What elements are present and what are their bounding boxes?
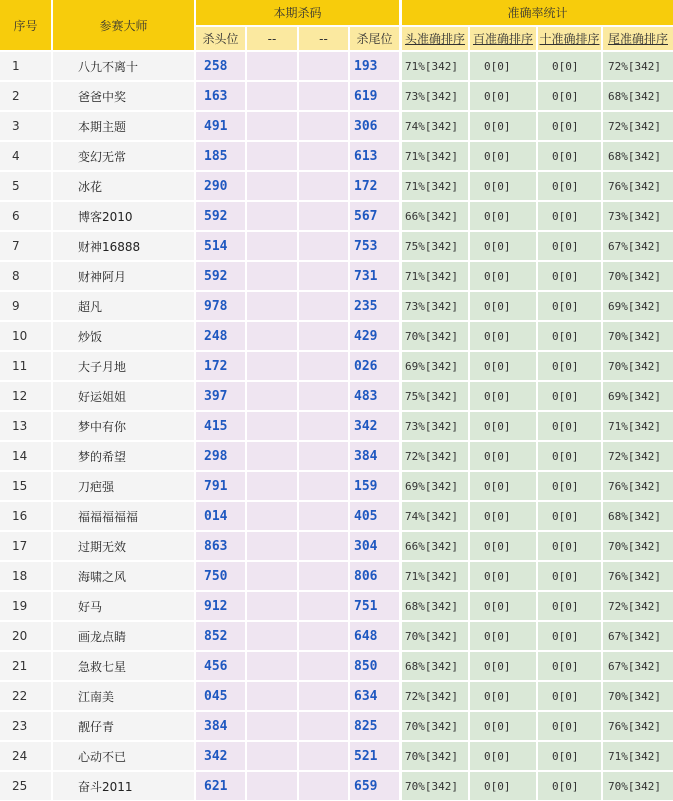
master-name: 大子月地: [53, 352, 194, 380]
kill-blank-cell: [247, 682, 297, 710]
ten-accuracy: 0[0]: [538, 262, 601, 290]
kill-head-code: 342: [196, 742, 245, 770]
kill-blank-cell: [247, 442, 297, 470]
kill-tail-code: 850: [350, 652, 399, 680]
row-index: 14: [0, 442, 51, 470]
tail-accuracy: 71%[342]: [603, 742, 673, 770]
hundred-accuracy: 0[0]: [470, 532, 536, 560]
kill-blank-cell: [247, 112, 297, 140]
tail-accuracy: 67%[342]: [603, 232, 673, 260]
kill-head-code: 514: [196, 232, 245, 260]
head-accuracy: 75%[342]: [402, 232, 468, 260]
head-accuracy: 69%[342]: [402, 352, 468, 380]
master-name: 超凡: [53, 292, 194, 320]
header-kill-head: 杀头位: [196, 27, 245, 50]
hundred-accuracy: 0[0]: [470, 652, 536, 680]
kill-tail-code: 619: [350, 82, 399, 110]
hundred-accuracy: 0[0]: [470, 352, 536, 380]
hundred-accuracy: 0[0]: [470, 172, 536, 200]
kill-blank-cell: [247, 532, 297, 560]
kill-head-code: 912: [196, 592, 245, 620]
row-index: 11: [0, 352, 51, 380]
row-index: 24: [0, 742, 51, 770]
ten-accuracy: 0[0]: [538, 232, 601, 260]
head-accuracy: 68%[342]: [402, 592, 468, 620]
head-accuracy: 73%[342]: [402, 412, 468, 440]
master-name: 心动不已: [53, 742, 194, 770]
row-index: 19: [0, 592, 51, 620]
row-index: 13: [0, 412, 51, 440]
ten-accuracy: 0[0]: [538, 82, 601, 110]
kill-blank-cell: [299, 202, 348, 230]
tail-accuracy: 68%[342]: [603, 142, 673, 170]
head-accuracy: 71%[342]: [402, 142, 468, 170]
kill-blank-cell: [299, 472, 348, 500]
row-index: 1: [0, 52, 51, 80]
kill-blank-cell: [247, 562, 297, 590]
tail-accuracy: 70%[342]: [603, 322, 673, 350]
kill-blank-cell: [299, 292, 348, 320]
ten-accuracy: 0[0]: [538, 682, 601, 710]
tail-accuracy: 72%[342]: [603, 442, 673, 470]
kill-tail-code: 751: [350, 592, 399, 620]
ten-accuracy: 0[0]: [538, 112, 601, 140]
kill-tail-code: 753: [350, 232, 399, 260]
head-accuracy: 72%[342]: [402, 682, 468, 710]
tail-accuracy: 71%[342]: [603, 412, 673, 440]
kill-head-code: 592: [196, 202, 245, 230]
tail-accuracy: 70%[342]: [603, 532, 673, 560]
tail-accuracy: 76%[342]: [603, 562, 673, 590]
kill-blank-cell: [299, 262, 348, 290]
head-accuracy: 70%[342]: [402, 742, 468, 770]
kill-blank-cell: [247, 52, 297, 80]
master-name: 变幻无常: [53, 142, 194, 170]
kill-tail-code: 648: [350, 622, 399, 650]
hundred-accuracy: 0[0]: [470, 142, 536, 170]
kill-head-code: 248: [196, 322, 245, 350]
master-name: 好运姐姐: [53, 382, 194, 410]
master-name: 财神阿月: [53, 262, 194, 290]
kill-tail-code: 521: [350, 742, 399, 770]
kill-tail-code: 806: [350, 562, 399, 590]
tail-accuracy: 67%[342]: [603, 622, 673, 650]
kill-blank-cell: [299, 142, 348, 170]
ten-accuracy: 0[0]: [538, 292, 601, 320]
header-kill-blank-b: --: [299, 27, 348, 50]
row-index: 9: [0, 292, 51, 320]
ten-accuracy: 0[0]: [538, 742, 601, 770]
kill-head-code: 298: [196, 442, 245, 470]
tail-accuracy: 72%[342]: [603, 592, 673, 620]
header-kill-group: 本期杀码: [196, 0, 399, 25]
head-accuracy: 68%[342]: [402, 652, 468, 680]
hundred-accuracy: 0[0]: [470, 592, 536, 620]
kill-blank-cell: [299, 742, 348, 770]
kill-tail-code: 825: [350, 712, 399, 740]
head-accuracy: 75%[342]: [402, 382, 468, 410]
master-name: 福福福福福: [53, 502, 194, 530]
kill-blank-cell: [299, 682, 348, 710]
kill-head-code: 185: [196, 142, 245, 170]
kill-head-code: 863: [196, 532, 245, 560]
ten-accuracy: 0[0]: [538, 652, 601, 680]
kill-tail-code: 731: [350, 262, 399, 290]
ten-accuracy: 0[0]: [538, 712, 601, 740]
head-accuracy: 69%[342]: [402, 472, 468, 500]
ten-accuracy: 0[0]: [538, 772, 601, 800]
head-accuracy: 66%[342]: [402, 202, 468, 230]
row-index: 17: [0, 532, 51, 560]
ten-accuracy: 0[0]: [538, 322, 601, 350]
kill-blank-cell: [299, 592, 348, 620]
kill-head-code: 290: [196, 172, 245, 200]
master-name: 爸爸中奖: [53, 82, 194, 110]
sort-head-accuracy-link[interactable]: 头准确排序: [402, 27, 468, 50]
kill-blank-cell: [299, 112, 348, 140]
master-name: 奋斗2011: [53, 772, 194, 800]
ten-accuracy: 0[0]: [538, 472, 601, 500]
header-stats-group: 准确率统计: [402, 0, 673, 25]
kill-tail-code: 172: [350, 172, 399, 200]
ten-accuracy: 0[0]: [538, 442, 601, 470]
tail-accuracy: 67%[342]: [603, 652, 673, 680]
head-accuracy: 71%[342]: [402, 562, 468, 590]
kill-head-code: 397: [196, 382, 245, 410]
master-name: 本期主题: [53, 112, 194, 140]
kill-blank-cell: [299, 412, 348, 440]
head-accuracy: 70%[342]: [402, 772, 468, 800]
hundred-accuracy: 0[0]: [470, 202, 536, 230]
master-name: 博客2010: [53, 202, 194, 230]
head-accuracy: 72%[342]: [402, 442, 468, 470]
tail-accuracy: 70%[342]: [603, 352, 673, 380]
tail-accuracy: 76%[342]: [603, 172, 673, 200]
kill-blank-cell: [247, 592, 297, 620]
ten-accuracy: 0[0]: [538, 622, 601, 650]
head-accuracy: 71%[342]: [402, 172, 468, 200]
sort-tail-accuracy-link[interactable]: 尾准确排序: [603, 27, 673, 50]
row-index: 8: [0, 262, 51, 290]
head-accuracy: 73%[342]: [402, 292, 468, 320]
kill-head-code: 163: [196, 82, 245, 110]
row-index: 20: [0, 622, 51, 650]
hundred-accuracy: 0[0]: [470, 382, 536, 410]
ten-accuracy: 0[0]: [538, 352, 601, 380]
hundred-accuracy: 0[0]: [470, 82, 536, 110]
head-accuracy: 70%[342]: [402, 622, 468, 650]
row-index: 4: [0, 142, 51, 170]
ten-accuracy: 0[0]: [538, 52, 601, 80]
master-name: 好马: [53, 592, 194, 620]
row-index: 15: [0, 472, 51, 500]
tail-accuracy: 72%[342]: [603, 112, 673, 140]
row-index: 25: [0, 772, 51, 800]
kill-blank-cell: [247, 262, 297, 290]
master-name: 炒饭: [53, 322, 194, 350]
kill-tail-code: 659: [350, 772, 399, 800]
row-index: 18: [0, 562, 51, 590]
master-name: 八九不离十: [53, 52, 194, 80]
kill-blank-cell: [299, 82, 348, 110]
kill-tail-code: 159: [350, 472, 399, 500]
kill-head-code: 750: [196, 562, 245, 590]
kill-blank-cell: [299, 232, 348, 260]
header-kill-tail: 杀尾位: [350, 27, 399, 50]
row-index: 23: [0, 712, 51, 740]
tail-accuracy: 69%[342]: [603, 382, 673, 410]
head-accuracy: 66%[342]: [402, 532, 468, 560]
header-master: 参赛大师: [53, 0, 194, 50]
kill-blank-cell: [247, 202, 297, 230]
kill-head-code: 014: [196, 502, 245, 530]
kill-blank-cell: [247, 412, 297, 440]
sort-hundred-accuracy-link[interactable]: 百准确排序: [470, 27, 536, 50]
ten-accuracy: 0[0]: [538, 502, 601, 530]
kill-tail-code: 613: [350, 142, 399, 170]
kill-head-code: 852: [196, 622, 245, 650]
row-index: 6: [0, 202, 51, 230]
hundred-accuracy: 0[0]: [470, 742, 536, 770]
row-index: 10: [0, 322, 51, 350]
head-accuracy: 70%[342]: [402, 712, 468, 740]
kill-blank-cell: [247, 322, 297, 350]
kill-head-code: 045: [196, 682, 245, 710]
hundred-accuracy: 0[0]: [470, 472, 536, 500]
tail-accuracy: 70%[342]: [603, 682, 673, 710]
kill-blank-cell: [299, 712, 348, 740]
row-index: 22: [0, 682, 51, 710]
ten-accuracy: 0[0]: [538, 202, 601, 230]
ten-accuracy: 0[0]: [538, 172, 601, 200]
hundred-accuracy: 0[0]: [470, 322, 536, 350]
kill-blank-cell: [299, 172, 348, 200]
kill-blank-cell: [247, 82, 297, 110]
kill-blank-cell: [247, 622, 297, 650]
kill-tail-code: 634: [350, 682, 399, 710]
kill-tail-code: 342: [350, 412, 399, 440]
head-accuracy: 71%[342]: [402, 262, 468, 290]
ten-accuracy: 0[0]: [538, 532, 601, 560]
master-name: 梦中有你: [53, 412, 194, 440]
tail-accuracy: 76%[342]: [603, 472, 673, 500]
kill-tail-code: 483: [350, 382, 399, 410]
kill-head-code: 791: [196, 472, 245, 500]
kill-blank-cell: [247, 712, 297, 740]
kill-blank-cell: [247, 232, 297, 260]
hundred-accuracy: 0[0]: [470, 112, 536, 140]
sort-ten-accuracy-link[interactable]: 十准确排序: [538, 27, 601, 50]
kill-blank-cell: [299, 502, 348, 530]
master-name: 冰花: [53, 172, 194, 200]
hundred-accuracy: 0[0]: [470, 262, 536, 290]
row-index: 5: [0, 172, 51, 200]
kill-head-code: 592: [196, 262, 245, 290]
kill-blank-cell: [247, 382, 297, 410]
tail-accuracy: 72%[342]: [603, 52, 673, 80]
tail-accuracy: 68%[342]: [603, 82, 673, 110]
hundred-accuracy: 0[0]: [470, 232, 536, 260]
row-index: 7: [0, 232, 51, 260]
kill-blank-cell: [247, 292, 297, 320]
kill-blank-cell: [247, 502, 297, 530]
kill-tail-code: 026: [350, 352, 399, 380]
master-name: 过期无效: [53, 532, 194, 560]
tail-accuracy: 70%[342]: [603, 772, 673, 800]
hundred-accuracy: 0[0]: [470, 292, 536, 320]
kill-blank-cell: [299, 532, 348, 560]
row-index: 2: [0, 82, 51, 110]
head-accuracy: 74%[342]: [402, 502, 468, 530]
kill-blank-cell: [299, 622, 348, 650]
master-name: 梦的希望: [53, 442, 194, 470]
hundred-accuracy: 0[0]: [470, 682, 536, 710]
master-name: 急救七星: [53, 652, 194, 680]
kill-blank-cell: [299, 772, 348, 800]
master-name: 刀疤强: [53, 472, 194, 500]
kill-tail-code: 384: [350, 442, 399, 470]
kill-blank-cell: [299, 562, 348, 590]
kill-tail-code: 306: [350, 112, 399, 140]
master-name: 海啸之风: [53, 562, 194, 590]
kill-blank-cell: [247, 772, 297, 800]
tail-accuracy: 73%[342]: [603, 202, 673, 230]
kill-blank-cell: [247, 652, 297, 680]
kill-head-code: 172: [196, 352, 245, 380]
kill-head-code: 384: [196, 712, 245, 740]
kill-blank-cell: [247, 742, 297, 770]
header-kill-blank-a: --: [247, 27, 297, 50]
tail-accuracy: 70%[342]: [603, 262, 673, 290]
hundred-accuracy: 0[0]: [470, 442, 536, 470]
master-name: 画龙点睛: [53, 622, 194, 650]
head-accuracy: 71%[342]: [402, 52, 468, 80]
hundred-accuracy: 0[0]: [470, 412, 536, 440]
kill-head-code: 258: [196, 52, 245, 80]
kill-tail-code: 235: [350, 292, 399, 320]
row-index: 12: [0, 382, 51, 410]
kill-blank-cell: [247, 352, 297, 380]
kill-blank-cell: [247, 172, 297, 200]
hundred-accuracy: 0[0]: [470, 622, 536, 650]
master-name: 财神16888: [53, 232, 194, 260]
kill-tail-code: 193: [350, 52, 399, 80]
ten-accuracy: 0[0]: [538, 412, 601, 440]
hundred-accuracy: 0[0]: [470, 502, 536, 530]
kill-head-code: 491: [196, 112, 245, 140]
kill-blank-cell: [299, 652, 348, 680]
header-index: 序号: [0, 0, 51, 50]
tail-accuracy: 76%[342]: [603, 712, 673, 740]
kill-blank-cell: [247, 472, 297, 500]
kill-tail-code: 304: [350, 532, 399, 560]
head-accuracy: 70%[342]: [402, 322, 468, 350]
kill-blank-cell: [299, 382, 348, 410]
row-index: 21: [0, 652, 51, 680]
kill-tail-code: 567: [350, 202, 399, 230]
ten-accuracy: 0[0]: [538, 142, 601, 170]
ten-accuracy: 0[0]: [538, 592, 601, 620]
kill-head-code: 621: [196, 772, 245, 800]
master-name: 江南美: [53, 682, 194, 710]
tail-accuracy: 69%[342]: [603, 292, 673, 320]
kill-blank-cell: [299, 352, 348, 380]
hundred-accuracy: 0[0]: [470, 562, 536, 590]
kill-head-code: 978: [196, 292, 245, 320]
kill-blank-cell: [299, 442, 348, 470]
master-name: 靓仔青: [53, 712, 194, 740]
kill-tail-code: 405: [350, 502, 399, 530]
hundred-accuracy: 0[0]: [470, 52, 536, 80]
head-accuracy: 73%[342]: [402, 82, 468, 110]
head-accuracy: 74%[342]: [402, 112, 468, 140]
kill-blank-cell: [299, 52, 348, 80]
tail-accuracy: 68%[342]: [603, 502, 673, 530]
row-index: 16: [0, 502, 51, 530]
hundred-accuracy: 0[0]: [470, 712, 536, 740]
ten-accuracy: 0[0]: [538, 562, 601, 590]
kill-head-code: 456: [196, 652, 245, 680]
ten-accuracy: 0[0]: [538, 382, 601, 410]
row-index: 3: [0, 112, 51, 140]
kill-head-code: 415: [196, 412, 245, 440]
kill-tail-code: 429: [350, 322, 399, 350]
hundred-accuracy: 0[0]: [470, 772, 536, 800]
kill-blank-cell: [299, 322, 348, 350]
kill-blank-cell: [247, 142, 297, 170]
